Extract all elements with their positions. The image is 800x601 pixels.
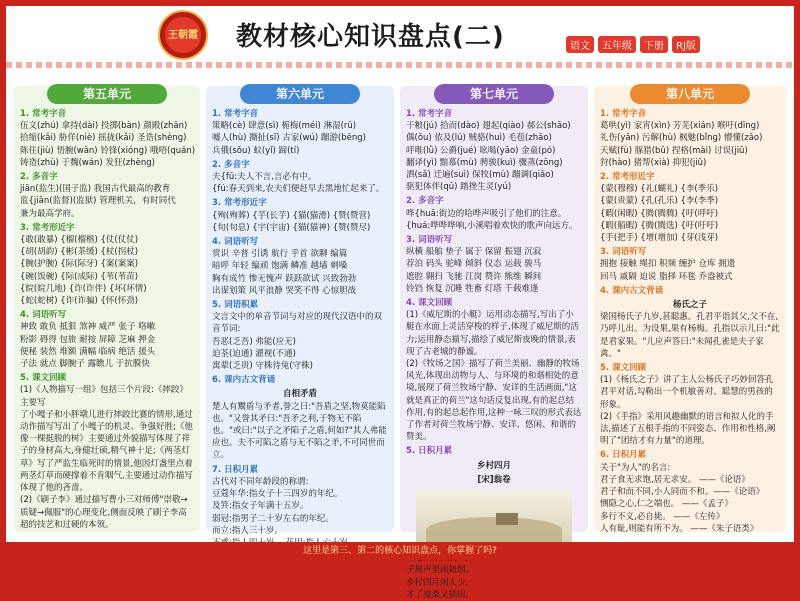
section-heading: 3. 常考形近字	[212, 198, 267, 209]
section-heading: 1. 常考字音	[406, 109, 453, 119]
paragraph: 了小嘎子和小胖墩儿进行摔跤比赛的情形,通过动作描写写出了小嘎子的机灵、争强好胜;《他像一棵挺脱的树》主要通过外貌描写体现了祥子的身材高大,身健壮硕,精气神十足;《两茎灯草》写了严监生临死时的情景,他因灯盏里点着两茎灯草而硬撑着不肯咽气,主要通过动作描写体现了他的吝啬。	[20, 409, 193, 494]
text-line: 葛哄(yì) 家宵(xìn) 芳芜(xián) 喉吁(dīng)	[600, 121, 760, 132]
text-line: 回马 戚隔 迫说 脂择 环毯 乔盎被式	[600, 271, 733, 282]
text-line: {暇(闲暇) {腾(腾腾) {吁(呼吁)	[600, 208, 719, 219]
text-line: 礼伤(yǎn) 污解(hù) 枫魅(bǐng) 懵懂(zǎo)	[600, 133, 763, 144]
text-line: 乡村四月闲人少,	[406, 577, 469, 588]
unit-8-title: 第八单元	[630, 84, 750, 104]
text-line: 哗{huā:街边的哈哗声吸引了他们的注意。	[406, 208, 567, 219]
unit-8-body	[600, 108, 780, 535]
text-line: {fú:春天到来,农夫们便赶早去黑地忙起来了。	[212, 184, 385, 195]
text-line: 翻译(yì) 黯慕(mù) 骋骏(kuì) 骤蒸(zōng)	[406, 157, 563, 168]
paragraph: 梁国杨氏子九岁,甚聪惠。孔君平诣其父,父不在,乃呼儿出。为设果,果有杨梅。孔指以示儿曰:"此是君家果。"儿应声答曰:"未闻孔雀是夫子家禽。"	[600, 312, 780, 359]
text-line: {蛇(蛇树) {诈(诈骗) {怀(怀劲)	[20, 296, 139, 307]
text-line: 洒(sǎ) 迁遍(suì) 保牧(mù) 蹦调(qiǎo)	[406, 170, 554, 181]
paragraph: (1)《杨氏之子》讲了主人公杨氏子巧妙回答孔君平对话,勾勒出一个机敏善对、聪慧的男孩的形象。	[600, 375, 774, 410]
text-line: 天赋(fù) 豚猎(bǔ) 捏格(mài) 讨误(jiǔ)	[600, 145, 748, 156]
text-line: 迫荃(迫通) 濯视(不通)	[212, 348, 296, 359]
text-line: 豆蔻年华:指女子十三四岁的年纪。	[212, 489, 343, 500]
section-heading: 6. 课内古文背诵	[212, 375, 276, 386]
text-line: 干粮(jú) 拾而(dào) 翅起(qiào) 郝公(shāo)	[406, 121, 571, 132]
section-heading: 2. 多音字	[406, 196, 444, 207]
text-line: {蒙(穆穆) {礼(蝴礼) {李(季乐)	[600, 184, 719, 195]
header	[6, 6, 794, 68]
tag-volume: 下册	[640, 36, 668, 53]
text-line: {碗(饭碗) {际(成际) {苇(苇苗)	[20, 271, 139, 282]
tag-edition: RJ版	[672, 36, 700, 53]
paragraph: (1)《威尼斯的小艇》运用动态描写,写出了小艇在水面上灵活穿梭的样子,体现了威尼斯的活力;运用静态描写,描绘了威尼斯夜晚的情景,表现了古老城的静谧。	[406, 310, 579, 357]
text-line: 粉影 碍得 包旅 耐按 屏障 芝麻 押金	[20, 334, 156, 345]
text-line: 神致 敢负 抵狠 煞神 威严 张子 咯嗽	[20, 322, 156, 333]
unit-6-column	[206, 86, 394, 536]
paragraph: (2)《牧场之国》描写了荷兰美丽、幽静的牧场风光,体现出动物与人、与环境的和谐相处的意境,展现了荷兰牧场宁静、安详的生活画面,"这就是真正的荷兰"这句话反复出现,有的起总结作用,有的起总起作用,这种一咏三叹的形式表达了作者对荷兰牧场宁静、安详、悠闲、和谐的赞美。	[406, 359, 582, 443]
text-line: 狩(hào) 猪帮(xià) 抑犯(jiǔ)	[600, 157, 707, 168]
unit-5-column	[14, 86, 200, 532]
house-shape	[496, 513, 518, 525]
unit-6-title: 第六单元	[240, 84, 360, 104]
text-line: 遮腔 翱扫 飞驰 江岗 赞许 熊维 瞬间	[406, 271, 542, 282]
header-stripe	[6, 62, 794, 68]
text-line: 伍文(zhú) 拿持(dài) 投掷(bàn) 颜殿(zhān)	[20, 121, 188, 132]
centered-title: 杨氏之子	[672, 300, 707, 311]
footer-note: 这里是第三、第二的核心知识盘点，你掌握了吗?	[0, 542, 800, 560]
text-line: 嘘人(hù) 撕扯(sī) 古家(wú) 蹦游(bēng)	[212, 133, 366, 144]
text-line: 监{jiān(监督)(监狱) 管理机关，有时同代	[20, 196, 176, 207]
unit-5-body	[20, 108, 194, 531]
text-line: 兼为最高学府。	[20, 208, 80, 219]
section-heading: 5. 课文回顾	[20, 373, 67, 384]
unit-8-column	[594, 86, 786, 532]
hill-shape	[426, 517, 562, 543]
text-line: 子法 就点 脚腕子 露瞧儿 于抗膜快	[20, 359, 150, 370]
text-line: 吾恶(乏吾) 弗能(应无)	[212, 336, 296, 347]
text-line: 偶(ǒu) 依及(lú) 贼骆(huì) 毛苞(zhāo)	[406, 133, 552, 144]
text-line: 才了蚕桑又插田。	[406, 589, 475, 600]
section-heading: 5. 词语积累	[212, 300, 259, 311]
centered-title: 乡村四月	[476, 460, 511, 471]
paragraph: 文言文中的单音节词与对应的现代汉语中的双音节词:	[212, 312, 383, 335]
text-line: 而立:指人三十岁。	[212, 525, 283, 536]
centered-title: [宋]翁卷	[477, 474, 511, 485]
text-line: {皖(皖几地) {诈(诈伴) {坏(坏情)	[20, 283, 147, 294]
text-line: 古代对不同年龄段的称谓:	[212, 476, 309, 487]
section-heading: 5. 课文回顾	[600, 363, 647, 374]
text-line: 弱冠:指男子二十岁左右的年纪。	[212, 513, 334, 524]
text-line: 子规声里雨如烟。	[406, 565, 475, 576]
paragraph: (1)《人物描写一组》包括三个片段:《摔跤》主要写	[20, 385, 188, 408]
text-line: {殉(殉葬) {芋(长芋) {猫(猫滑) {赞(赞营)	[212, 210, 371, 221]
paragraph: 楚人有鬻盾与矛者,誉之曰:"吾盾之坚,物莫能陷也。"又誉其矛曰:"吾矛之利,于物无不陷也。"或曰:"以子之矛陷子之盾,何如?"其人弗能应也。夫不可陷之盾与无不陷之矛,不可同世而立。	[212, 401, 387, 461]
poem-illustration	[416, 489, 572, 549]
section-heading: 6. 日积月累	[600, 450, 647, 461]
paragraph: (2)《刷子李》通过描写曹小三对师傅"崇敬→质疑→佩服"的心理变化,侧面反映了刷子李高超的技艺和过硬的本领。	[20, 495, 188, 530]
text-line: 及笄:指女子年满十五岁。	[212, 501, 309, 512]
brand-logo: 王朝霞	[158, 10, 208, 60]
tag-grade: 五年级	[598, 36, 636, 53]
text-line: 寓辈(乏贵) 守株待兔(守株)	[212, 361, 313, 372]
paragraph: (2)《手指》采用风趣幽默的语言和拟人化的手法,描述了五根手指的不同姿态、作用和性格,阐明了"团结才有力量"的道理。	[600, 411, 776, 447]
unit-7-body	[406, 108, 582, 601]
text-line: 夫{fū:夫人不言,言必有中。	[212, 172, 317, 183]
text-line: 拾缩(kǎi) 胁佯(niè) 摇拢(kǎi) 圣诰(shèng)	[20, 133, 187, 144]
centered-title: 自相矛盾	[282, 389, 317, 400]
text-line: 暗呼 年轻 编顽 饱满 鳞准 越墙 刺嗓	[212, 261, 348, 272]
section-heading: 5. 日积月累	[406, 446, 453, 457]
unit-7-title: 第七单元	[434, 84, 554, 104]
section-heading: 4. 课内古文背诵	[600, 285, 664, 296]
section-heading: 2. 多音字	[212, 159, 250, 170]
section-heading: 4. 词语听写	[212, 237, 259, 248]
page-title: 教材核心知识盘点(二)	[236, 22, 505, 52]
text-line: 兵俄(sǒu) 蚁(yǐ) 蹄(tí)	[212, 145, 300, 156]
text-line: 多行不义,必自毙。 ——《左传》	[600, 511, 725, 522]
text-line: 君子和而不同,小人同而不和。——《论语》	[600, 487, 765, 498]
text-line: 呼唯(lǜ) 公爵(jué) 吆喝(yāo) 金童(pó)	[406, 145, 556, 156]
unit-6-body	[212, 108, 388, 561]
text-line: {蒙(贵蒙) {孔(孔乐) {李(李季)	[600, 196, 719, 207]
text-line: 纵横 船舶 垫子 属于 保留 振翅 沉寂	[406, 247, 542, 258]
text-line: 驱犯体伴(qū) 踏挫生灵(yú)	[406, 182, 512, 193]
text-line: {huá:哗哗哗响,小溪唱着欢快的歌声向远方。	[406, 220, 578, 231]
text-line: 荐泊 码头 驼峰 倾斜 仪态 运载 骏马	[406, 259, 542, 270]
text-line: 铃铛 恢复 沉睡 牲畜 灯塔 千载难逢	[406, 283, 539, 294]
text-line: 胸有成竹 惨无愧声 跃跃欲试 兴致勃勃	[212, 273, 357, 284]
section-heading: 7. 日积月累	[212, 464, 259, 475]
text-line: {腕(护腕) {际(际牙) {案(案案)	[20, 259, 139, 270]
text-line: 关于"为人"的名言:	[600, 462, 671, 473]
text-line: 铸造(zhù) 于魏(wán) 发狂(zhèng)	[20, 157, 155, 168]
section-heading: 1. 常考字音	[600, 109, 647, 119]
text-line: 策略(cè) 肆意(sì) 栀梅(méi) 淋湿(rǔ)	[212, 121, 357, 132]
text-line: {手(把手) {增(增加) {芽(浅芽)	[600, 233, 719, 244]
section-heading: 1. 常考字音	[212, 109, 259, 119]
section-heading: 3. 词语听写	[406, 235, 453, 246]
section-heading: 2. 常考形近字	[600, 172, 655, 183]
text-line: jiān(监生)(国子监) 我国古代最高的教育	[20, 184, 171, 195]
text-line: 陈住(jiù) 悟腕(wǎn) 铃锋(xióng) 哦唔(quán)	[20, 145, 196, 156]
section-heading: 4. 词语听写	[20, 310, 67, 321]
text-line: 赏识 辛普 引诱 航行 乎首 欲聊 编篇	[212, 249, 348, 260]
text-line: 便秘 装然 堆额 满幅 临病 绝活 援头	[20, 346, 156, 357]
text-line: 出谋划策 风平浪静 哭笑不得 心惊胆战	[212, 285, 357, 296]
text-line: 人有耻,则能有所不为。 ——《朱子语类》	[600, 523, 759, 534]
edition-tags	[566, 36, 700, 53]
worksheet	[6, 6, 794, 600]
text-line: 恻隐之心,仁之端也。 ——《孟子》	[600, 499, 733, 510]
text-line: 拥抱 接触 绳扣 积频 缠护 仓库 拥遗	[600, 259, 736, 270]
text-line: {敢(敢暴) {榴(榴楷) {仗(仗仗)	[20, 235, 139, 246]
text-line: {暇(船暇) {腾(腾选) {吁(吁吁)	[600, 220, 719, 231]
text-line: {胡(胡韵) {彬(茶缓) {杖(拐杖)	[20, 247, 139, 258]
text-line: 君子食无求饱,居无求安。 ——《论语》	[600, 474, 750, 485]
section-heading: 4. 课文回顾	[406, 298, 453, 309]
section-heading: 2. 多音字	[20, 172, 58, 183]
text-line: {旬(旬息) {宇(宇宙) {猫(猫神) {赞(赞尽)	[212, 222, 371, 233]
section-heading: 3. 词语听写	[600, 247, 647, 258]
tag-subject: 语文	[566, 36, 594, 53]
unit-5-title: 第五单元	[47, 84, 167, 104]
section-heading: 3. 常考形近字	[20, 222, 75, 233]
section-heading: 1. 常考字音	[20, 109, 67, 119]
